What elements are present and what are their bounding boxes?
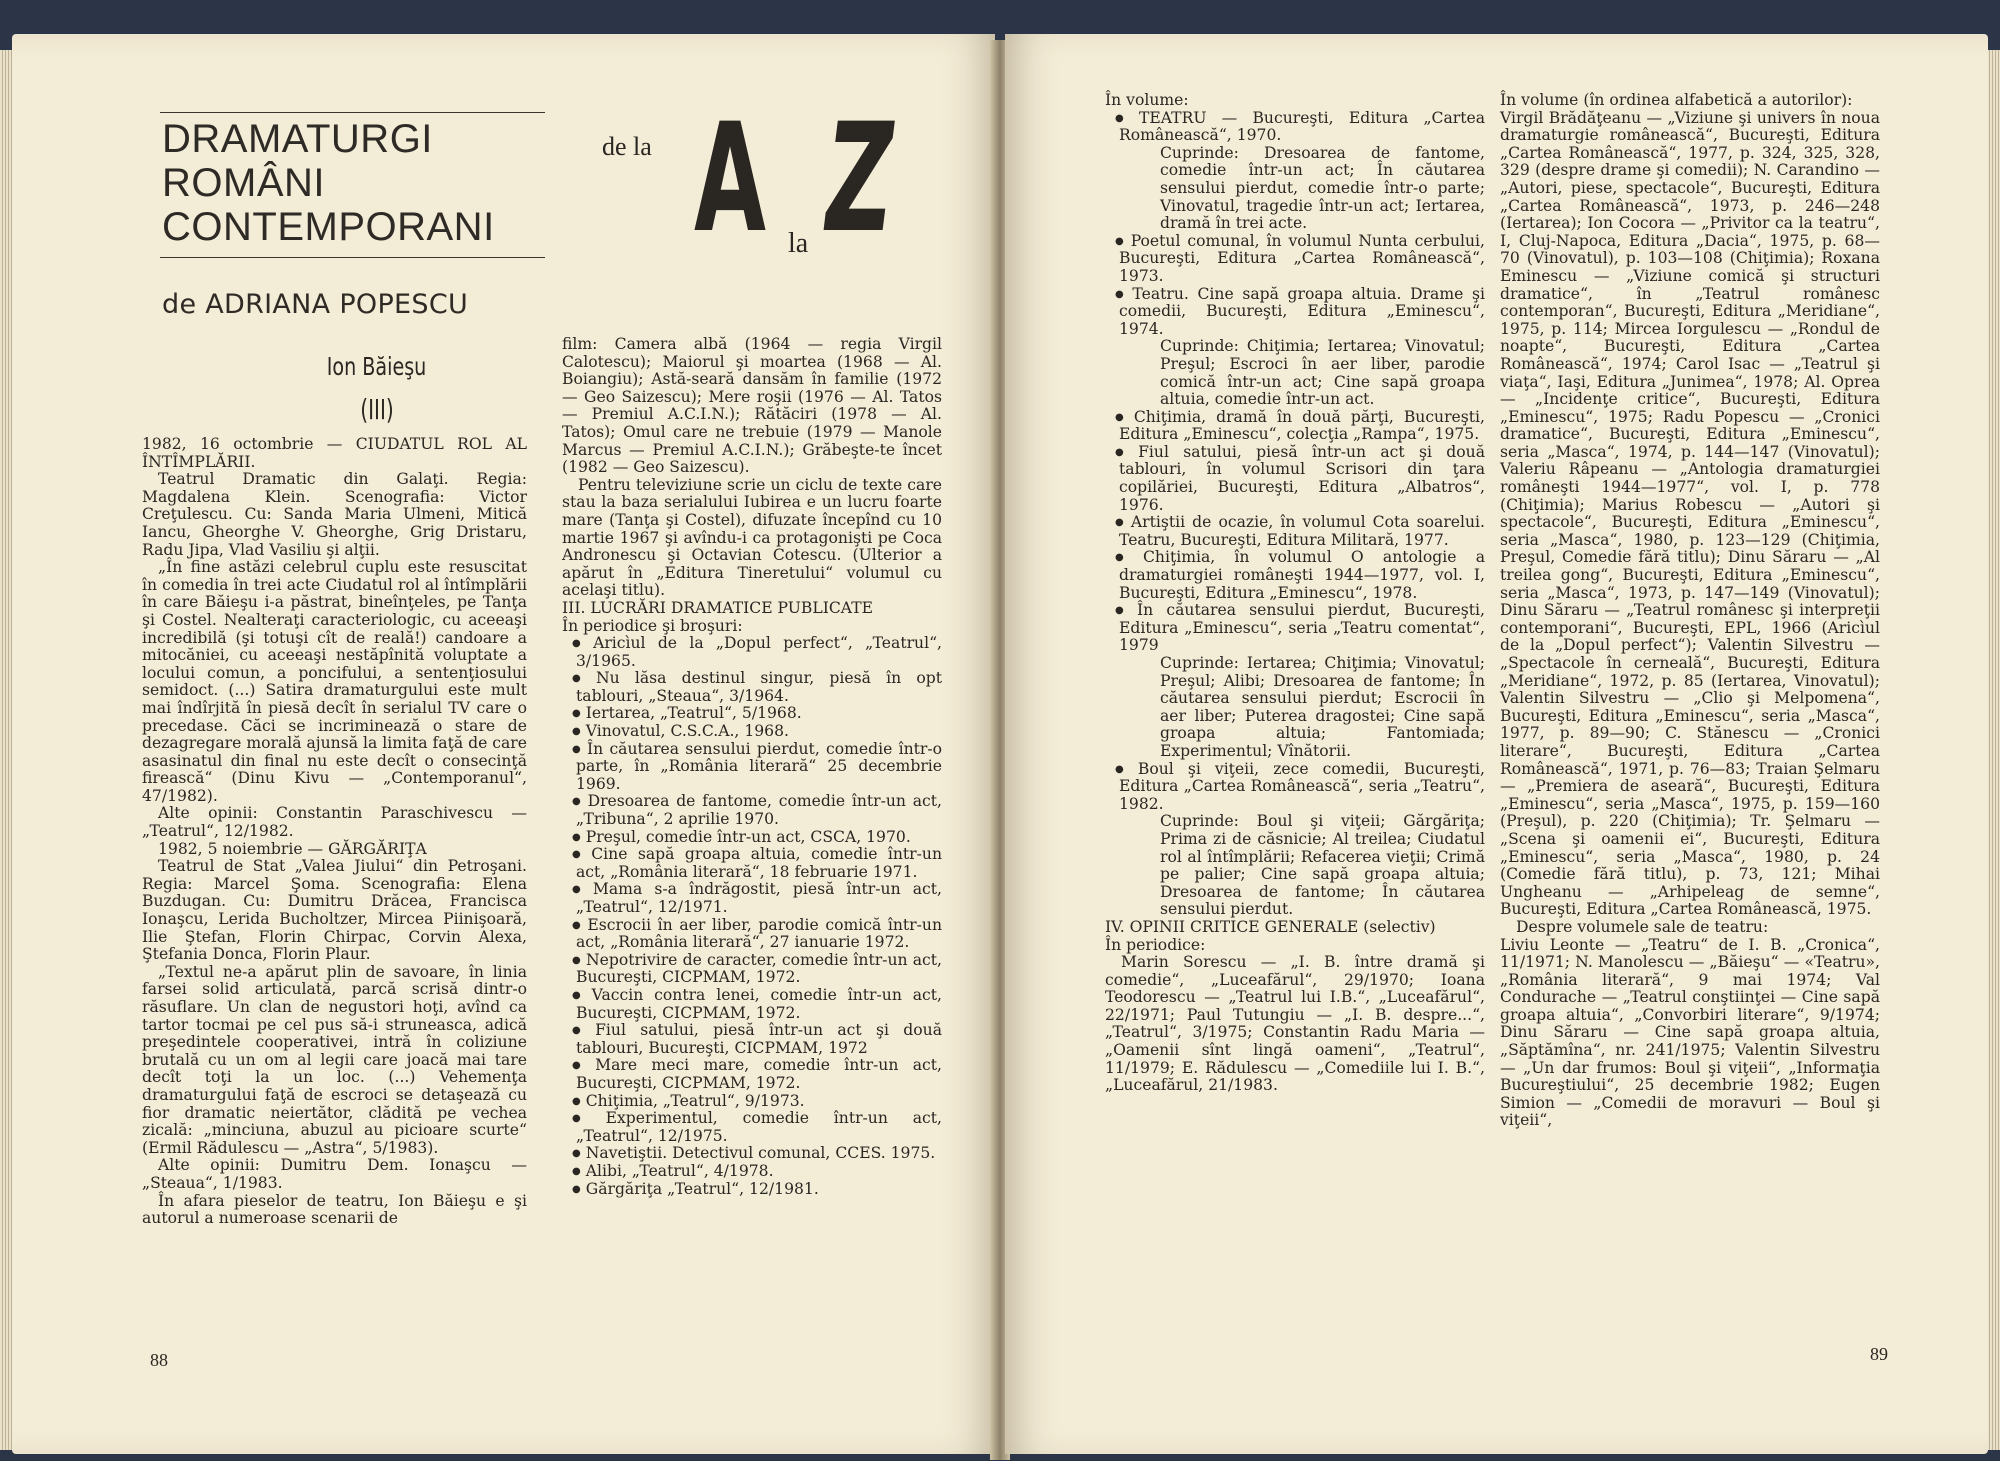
open-book (0, 20, 2000, 1461)
text-paragraph: Teatrul Dramatic din Galaţi. Regia: Magdalena Klein. Scenografia: Victor Creţulescu. Cu: Sanda Maria Ulmeni, Mitică Iancu, Gheorghe V. Gheorghe, Grig Dristaru, Radu Jipa, Vlad Vasiliu şi alţii. (142, 470, 527, 559)
page-number-right: 89 (1870, 1344, 1888, 1364)
text-paragraph: Cuprinde: Boul şi viţeii; Gărgăriţa; Prima zi de căsnicie; Al treilea; Ciudatul rol al întîmplării; Refacerea vieţii; Crimă pe palier; Cine sapă groapa altuia; Dresoarea de fantome; În căutarea sensului pierdut. (1160, 812, 1485, 919)
left-page-column-1 (142, 436, 527, 1228)
text-paragraph: ● Dresoarea de fantome, comedie într-un act, „Tribuna“, 2 aprilie 1970. (562, 793, 942, 828)
text-paragraph: III. LUCRĂRI DRAMATICE PUBLICATE (562, 598, 873, 617)
page-number-left: 88 (150, 1350, 168, 1370)
az-de-la: de la (602, 132, 652, 161)
text-paragraph: ● Escrocii în aer liber, parodie comică într-un act, „România literară“, 27 ianuarie 1972. (562, 917, 942, 952)
text-paragraph: ● Chiţimia, „Teatrul“, 9/1973. (562, 1093, 942, 1111)
text-paragraph: Cuprinde: Chiţimia; Iertarea; Vinovatul; Preşul; Escroci în aer liber, parodie comică într-un act; Cine sapă groapa altuia, comedie într-un act. (1160, 337, 1485, 409)
text-paragraph: ● Boul şi viţeii, zece comedii, Bucureşti, Editura „Cartea Românească“, seria „Teatru“, 1982. (1105, 761, 1485, 814)
text-paragraph: 1982, 5 noiembrie — GĂRGĂRIŢA (158, 839, 427, 858)
text-paragraph: ● Teatru. Cine sapă groapa altuia. Drame şi comedii, Bucureşti, Editura „Eminescu“, 1974. (1105, 286, 1485, 339)
text-paragraph: În afara pieselor de teatru, Ion Băieşu e şi autorul a numeroase scenarii de (142, 1191, 527, 1228)
text-paragraph: ● Vinovatul, C.S.C.A., 1968. (562, 723, 942, 741)
text-paragraph: Despre volumele sale de teatru: (1516, 917, 1769, 936)
text-paragraph: În periodice şi broşuri: (562, 616, 743, 635)
text-paragraph: ● În căutarea sensului pierdut, Bucureşti, Editura „Eminescu“, seria „Teatru comentat“, 1979 (1105, 602, 1485, 655)
text-paragraph: ● Fiul satului, piesă într-un act şi două tablouri, în volumul Scrisori din ţara copilăriei, Bucureşti, Editura „Albatros“, 1976. (1105, 444, 1485, 514)
text-paragraph: Alte opinii: Constantin Paraschivescu — „Teatrul“, 12/1982. (142, 804, 527, 841)
right-page-column-2 (1500, 92, 1880, 1130)
text-paragraph: 1982, 16 octombrie — CIUDATUL ROL AL ÎNTÎMPLĂRII. (142, 435, 527, 471)
text-paragraph: ● În căutarea sensului pierdut, comedie într-o parte, în „România literară“ 25 decembrie 1969. (562, 741, 942, 794)
text-paragraph: ● Navetiştii. Detectivul comunal, CCES. 1975. (562, 1145, 942, 1163)
text-paragraph: Liviu Leonte — „Teatru“ de I. B. „Cronica“, 11/1971; N. Manolescu — „Băieşu“ — «Teatru», „România literară“, 9 mai 1974; Val Condurache — „Teatrul conştiinţei — Cine sapă groapa altuia“, „Convorbiri literare“, 9/1974; Dinu Săraru — Cine sapă groapa altuia, „Săptămîna“, nr. 241/1975; Valentin Silvestru — „Un dar frumos: Boul şi viţeii“, „Informaţia Bucureştiului“, 25 decembrie 1982; Eugen Simion — „Comedii de moravuri — Boul şi viţeii“, (1500, 935, 1880, 1130)
text-paragraph: ● Fiul satului, piesă într-un act şi două tablouri, Bucureşti, CICPMAM, 1972 (562, 1022, 942, 1057)
text-paragraph: ● Poetul comunal, în volumul Nunta cerbului, Bucureşti, Editura „Cartea Românească“, 1973. (1105, 233, 1485, 286)
text-paragraph: ● Mama s-a îndrăgostit, piesă într-un act, „Teatrul“, 12/1971. (562, 881, 942, 916)
text-paragraph: ● Aricìul de la „Dopul perfect“, „Teatrul“, 3/1965. (562, 635, 942, 670)
text-paragraph: În volume: (1105, 91, 1189, 109)
text-paragraph: ● Chiţimia, dramă în două părţi, Bucureşti, Editura „Eminescu“, colecţia „Rampa“, 1975. (1105, 409, 1485, 444)
title-text (160, 113, 545, 249)
text-paragraph: ● Chiţimia, în volumul O antologie a dramaturgiei româneşti 1944—1977, vol. I, Bucureşti, Editura „Eminescu“, 1978. (1105, 549, 1485, 602)
left-page-column-2 (562, 336, 942, 1198)
text-paragraph: Cuprinde: Dresoarea de fantome, comedie într-un act; În căutarea sensului pierdut, comedie într-o parte; Vinovatul, tragedie într-un act; Iertarea, dramă în trei acte. (1160, 143, 1485, 233)
text-paragraph: ● Mare meci mare, comedie într-un act, Bucureşti, CICPMAM, 1972. (562, 1057, 942, 1092)
right-page-column-1 (1105, 92, 1485, 1095)
text-paragraph: Teatrul de Stat „Valea Jiului“ din Petroşani. Regia: Marcel Şoma. Scenografia: Elena Buzdugan. Cu: Dumitru Drăcea, Francisca Ionaşcu, Lerida Bucholtzer, Mircea Piinişoară, Ilie Ştefan, Florin Chirpac, Corvin Alexa, Ştefania Donca, Florin Plaur. (142, 857, 527, 964)
left-page (12, 34, 995, 1454)
text-paragraph: Marin Sorescu — „I. B. între dramă şi comedie“, „Luceafărul“, 29/1970; Ioana Teodorescu — „Teatrul lui I.B.“, „Luceafărul“, 22/1971; Paul Tutungiu — „I. B. despre...“, „Teatrul“, 3/1975; Constantin Radu Maria — „Oamenii sînt lingă oameni“, „Teatrul“, 11/1979; E. Rădulescu — „Comediile lui I. B.“, „Luceafărul, 21/1983. (1105, 953, 1485, 1095)
text-paragraph: ● Nu lăsa destinul singur, piesă în opt tablouri, „Steaua“, 3/1964. (562, 670, 942, 705)
text-paragraph: ● Iertarea, „Teatrul“, 5/1968. (562, 705, 942, 723)
text-paragraph: În volume (în ordinea alfabetică a autorilor): (1500, 91, 1853, 109)
article-title (160, 112, 545, 258)
text-paragraph: Cuprinde: Iertarea; Chiţimia; Vinovatul; Preşul; Alibi; Dresoarea de fantome; În căutarea sensului pierdut; Escrocii în aer liber; Puterea dragostei; Cine sapă groapa altuia; Fantomiada; Experimentul; Vînătorii. (1160, 654, 1485, 760)
subject-name: Ion Băieşu (327, 352, 427, 381)
subject-heading (312, 352, 442, 426)
article-author: de ADRIANA POPESCU (162, 289, 469, 320)
text-paragraph: ● Gărgăriţa „Teatrul“, 12/1981. (562, 1181, 942, 1199)
text-paragraph: ● Artiştii de ocazie, în volumul Cota soarelui. Teatru, Bucureşti, Editura Militară, 1977. (1105, 514, 1485, 549)
text-paragraph: „Textul ne-a apărut plin de savoare, în linia farsei solid articulată, parcă scrisă dintr-o răsuflare. Un clan de negustori hoţi, avînd ca tartor tocmai pe cel pus să-i struneasca, adică preşedintele cooperativei, intră în coliziune brutală cu un om al legii care joacă mai tare decît toţi la un loc. (...) Vehemenţa dramaturgului faţă de escroci se detaşează cu fior dramatic neiertător, clădită pe vechea zicală: „minciuna, abuzul au picioare scurte“ (Ermil Rădulescu — „Astra“, 5/1983). (142, 962, 527, 1157)
az-la: la (788, 228, 809, 259)
text-paragraph: Virgil Brădăţeanu — „Viziune şi univers în noua dramaturgie românească“, Bucureşti, Editura „Cartea Românească“, 1977, p. 324, 325, 328, 329 (despre drame şi comedii); N. Carandino — „Autori, piese, spectacole“, Bucureşti, Editura „Cartea Românească“, 1973, p. 246—248 (Iertarea); Ion Cocora — „Privitor ca la teatru“, I, Cluj-Napoca, Editura „Dacia“, 1975, p. 68—70 (Vinovatul), p. 103—108 (Chiţimia); Roxana Eminescu — „Viziune comică şi structuri dramatice“, în „Teatrul românesc contemporan“, Bucureşti, Editura „Meridiane“, 1975, p. 114; Mircea Iorgulescu — „Rondul de noapte“, Bucureşti, Editura „Cartea Românească“, 1974; Carol Isac — „Teatrul şi viaţa“, Iaşi, Editura „Junimea“, 1978; Al. Oprea — „Incidenţe critice“, Bucureşti, Editura „Eminescu“, 1975; Radu Popescu — „Cronici dramatice“, Bucureşti, Editura „Eminescu“, seria „Masca“, 1974, p. 144—147 (Vinovatul); Valeriu Râpeanu — „Antologia dramaturgiei româneşti 1944—1977“, vol. I, p. 778 (Chiţimia); Marius Robescu — „Autori şi spectacole“, Bucureşti, Editura „Eminescu“, seria „Masca“, 1980, p. 123—129 (Chiţimia, Preşul, Comedie fără titlu); Dinu Săraru — „Al treilea gong“, Bucureşti, Editura „Eminescu“, seria „Masca“, 1973, p. 147—149 (Vinovatul); Dinu Săraru — „Teatrul românesc şi interpreţii contemporani“, Bucureşti, EPL, 1966 (Aricìul de la „Dopul perfect“); Valentin Silvestru — „Spectacole în cerneală“, Bucureşti, Editura „Meridiane“, 1972, p. 85 (Iertarea, Vinovatul); Valentin Silvestru — „Clio şi Melpomena“, Bucureşti, Editura „Eminescu“, seria „Masca“, 1977, p. 89—90; C. Stănescu — „Cronici literare“, Bucureşti, Editura „Cartea Românească“, 1971, p. 76—83; Traian Şelmaru — „Premiera de aseară“, Bucureşti, Editura „Eminescu“, seria „Masca“, 1975, p. 159—160 (Preşul), p. 220 (Chiţimia); Tr. Şelmaru — „Scena şi oamenii ei“, Bucureşti, Editura „Eminescu“, seria „Masca“, 1980, p. 24 (Comedie fără titlu), p. 73, 121; Mihai Ungheanu — „Arhipeleag de semne“, Bucureşti, Editura „Cartea Românească, 1975. (1500, 108, 1880, 919)
text-paragraph: ● Alibi, „Teatrul“, 4/1978. (562, 1163, 942, 1181)
text-paragraph: ● Experimentul, comedie într-un act, „Teatrul“, 12/1975. (562, 1110, 942, 1145)
text-paragraph: „În fine astăzi celebrul cuplu este resuscitat în comedia în trei acte Ciudatul rol al întîmplării în care Băieşu i-a păstrat, bineînţeles, pe Tanţa şi Costel. Nealteraţi caracteriologic, cu aceeaşi incredibilă (şi totuşi cît de reală!) candoare a mitocăniei, cu aceeaşi nestăpînită voluptate a locului comun, a poncifului, a sentenţiosului semidoct. (...) Satira dramaturgului este mult mai îndîrjită în piesă decît în serialul TV care o precedase. Căci se incriminează o stare de dezagregare morală ajunsă la limita faţă de care asasinatul din final nu este decît o consecinţă firească“ (Dinu Kivu — „Contemporanul“, 47/1982). (142, 558, 527, 805)
title-line-3: CONTEMPORANI (162, 205, 495, 249)
title-rule-bottom (160, 257, 545, 258)
text-paragraph: ● Cine sapă groapa altuia, comedie într-un act, „România literară“, 18 februarie 1971. (562, 846, 942, 881)
title-line-2: ROMÂNI (162, 161, 325, 205)
text-paragraph: ● Preşul, comedie într-un act, CSCA, 1970. (562, 829, 942, 847)
subject-part: (III) (360, 393, 394, 426)
page-edges-right (1986, 50, 2000, 1450)
text-paragraph: IV. OPINII CRITICE GENERALE (selectiv) (1105, 917, 1436, 936)
text-paragraph: Alte opinii: Dumitru Dem. Ionaşcu — „Steaua“, 1/1983. (142, 1156, 527, 1192)
text-paragraph: film: Camera albă (1964 — regia Virgil Calotescu); Maiorul şi moartea (1968 — Al. Boiangiu); Astă-seară dansăm în familie (1972 — Geo Saizescu); Mere roşii (1976 — Al. Tatos — Premiul A.C.I.N.); Rătăciri (1978 — Al. Tatos); Omul care ne trebuie (1979 — Manole Marcus — Premiul A.C.I.N.); Grăbeşte-te încet (1982 — Geo Saizescu). (562, 335, 942, 477)
text-paragraph: ● TEATRU — Bucureşti, Editura „Cartea Românească“, 1970. (1105, 110, 1485, 145)
right-page (1005, 34, 1988, 1454)
text-paragraph: În periodice: (1105, 935, 1206, 954)
az-letter-z: Z (826, 92, 894, 266)
text-paragraph: ● Nepotrivire de caracter, comedie într-un act, Bucureşti, CICPMAM, 1972. (562, 952, 942, 987)
az-letter-a: A (694, 92, 766, 266)
text-paragraph: Pentru televiziune scrie un ciclu de texte care stau la baza serialului Iubirea e un lucru foarte mare (Tanţa şi Costel), difuzate începînd cu 10 martie 1967 şi avîndu-i ca protagonişti pe Coca Andronescu şi Octavian Cotescu. (Ulterior a apărut în „Editura Tineretului“ volumul cu acelaşi titlu). (562, 475, 942, 600)
a-to-z-logo (602, 92, 932, 274)
title-line-1: DRAMATURGI (162, 117, 433, 161)
text-paragraph: ● Vaccin contra lenei, comedie într-un act, Bucureşti, CICPMAM, 1972. (562, 987, 942, 1022)
